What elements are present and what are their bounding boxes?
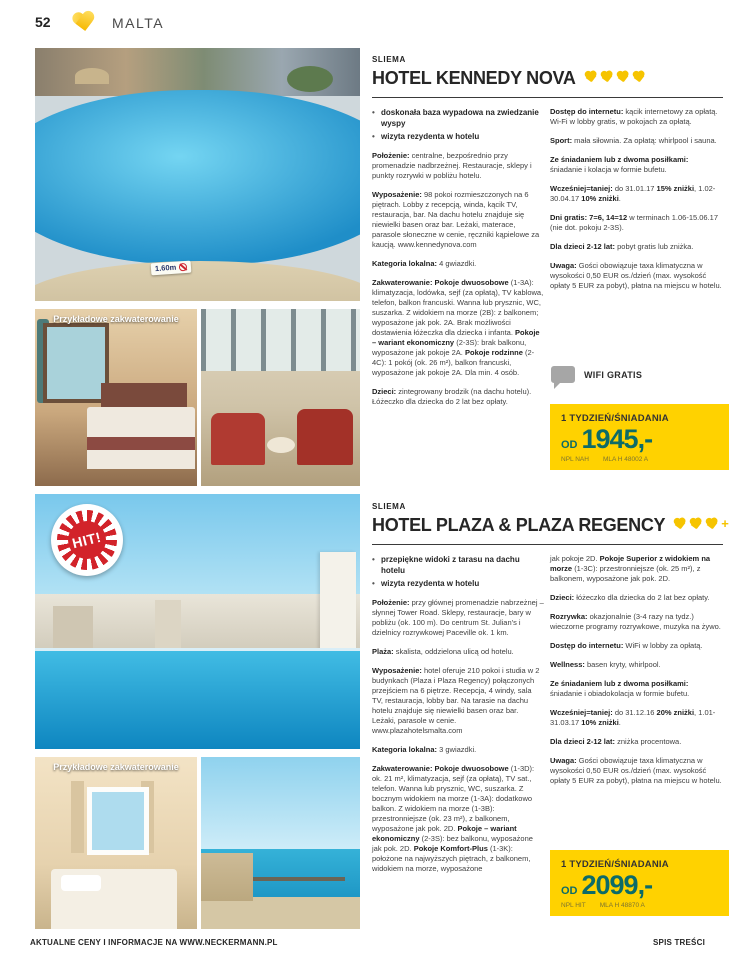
- photo-kennedy-room: [35, 309, 197, 486]
- info-paragraph: Zakwaterowanie: Pokoje dwuosobowe (1-3D): ok. 21 m², klimatyzacja, sejf (za opłatą), TV sat., telefon. Wanna lub prysznic, WC, suszarka. Z bocznym widokiem na morze (1-3A): dodatkowo balkon. Z widokiem na morze (1-3B): przestronniejsze (ok. 23 m²), z balkonem, wyposażone jak pok. 2D. Pokoje – wariant ekonomiczny (2-3S): bez balkonu, wyposażone jak pok. 2D. Pokoje Komfort-Plus (1-3K): położone na najwyższych piętrach, z balkonem, widokiem na morze, wyposażone: [372, 764, 535, 873]
- hotel1-name: HOTEL KENNEDY NOVA: [372, 68, 576, 88]
- info-paragraph: Wcześniej=taniej: do 31.01.17 15% zniżki, 1.02-30.04.17 10% zniżki.: [550, 184, 716, 203]
- building-decor: [320, 552, 356, 650]
- offer-code: NPL HIT: [561, 902, 586, 909]
- armchair-decor: [211, 413, 265, 465]
- hit-badge: [51, 504, 123, 576]
- heart-icon: [705, 517, 719, 530]
- pillow-decor: [61, 875, 101, 891]
- feature-bullet: • doskonała baza wypadowa na zwiedzanie wyspy: [372, 107, 544, 129]
- hit-badge-label: HIT!: [70, 528, 104, 552]
- hotel1-info-left: [372, 151, 544, 407]
- hotel1-price-box: [550, 404, 729, 470]
- info-paragraph: jak pokoje 2D. Pokoje Superior z widokiem na morze (1-3C): przestronniejsze (ok. 25 m²), z balkonem, wyposażone jak pok. 2D.: [550, 554, 711, 583]
- building-decor: [53, 606, 93, 650]
- info-paragraph: Sport: mała siłownia. Za opłatą: whirlpool i sauna.: [550, 136, 717, 145]
- info-paragraph: Uwaga: Gości obowiązuje taxa klimatyczna w wysokości 0,50 EUR os./dzień (max. wysokość opłaty 5 EUR za pobyt), płatna na miejscu w hotelu.: [550, 756, 722, 785]
- hotel2-location: SLIEMA: [372, 502, 406, 511]
- price-period-label: 1 TYDZIEŃ/ŚNIADANIA: [561, 413, 669, 424]
- heart-icon: [631, 70, 645, 83]
- hotel1-column-2: [550, 107, 722, 300]
- pool-water: [35, 90, 360, 265]
- brand-heart-icon: [71, 10, 98, 34]
- info-paragraph: Wyposażenie: hotel oferuje 210 pokoi i studia w 2 budynkach (Plaza i Plaza Regency) połączonych przejściem na 6 piętrze. Recepcja, 4 windy, sala TV, restauracja, lobby bar. Na tarasie na dachu hotelu znajduje się niewielki basen oraz bar. Leżaki, parasole w cenie. www.plazahotelsmalta.com: [372, 666, 540, 735]
- hotel2-name: HOTEL PLAZA & PLAZA REGENCY: [372, 515, 666, 535]
- page-number: 52: [35, 14, 51, 30]
- offer-code-row: [561, 456, 718, 463]
- hotel1-feature-list: [372, 107, 544, 142]
- umbrella-decor: [75, 68, 109, 84]
- hotel2-rating-hearts: [673, 518, 728, 529]
- feature-bullet: • wizyta rezydenta w hotelu: [372, 131, 544, 142]
- price-period-label: 1 TYDZIEŃ/ŚNIADANIA: [561, 859, 669, 870]
- info-paragraph: Położenie: centralne, bezpośrednio przy promenadzie nadbrzeżnej. Restauracje, sklepy i punkty rozrywki w pobliżu hotelu.: [372, 151, 532, 180]
- photo-caption: Przykładowe zakwaterowanie: [53, 314, 179, 324]
- armchair-decor: [297, 409, 353, 465]
- window-decor: [43, 323, 109, 403]
- curtain-decor: [71, 781, 84, 853]
- footer-info-text: AKTUALNE CENY I INFORMACJE NA WWW.NECKERMANN.PL: [30, 938, 278, 947]
- hotel2-column-2: [550, 554, 722, 795]
- shore-decor: [201, 897, 360, 929]
- bed-runner-decor: [87, 437, 195, 450]
- window-decor: [87, 787, 149, 855]
- wifi-gratis-badge: [551, 366, 642, 383]
- pool-deck: [35, 261, 360, 301]
- offer-code: MLA H 48002 A: [602, 456, 649, 463]
- table-decor: [267, 437, 295, 453]
- hotel2-title: [372, 515, 729, 536]
- plant-decor: [287, 66, 333, 92]
- sky-decor: [201, 757, 360, 849]
- hotel2-feature-list: [372, 554, 544, 589]
- info-paragraph: Kategoria lokalna: 3 gwiazdki.: [372, 745, 477, 754]
- rating-plus: +: [721, 516, 729, 531]
- info-paragraph: Kategoria lokalna: 4 gwiazdki.: [372, 259, 477, 268]
- photo-plaza-room: [35, 757, 197, 929]
- info-paragraph: Uwaga: Gości obowiązuje taxa klimatyczna w wysokości 0,50 EUR os./dzień (max. wysokość opłaty 5 EUR za pobyt), płatna na miejscu w hotelu.: [550, 261, 722, 290]
- hotel1-title: [372, 68, 645, 89]
- speech-bubble-icon: [551, 366, 575, 383]
- offer-code-row: [561, 902, 718, 909]
- info-paragraph: Rozrywka: okazjonalnie (3-4 razy na tydz.) wieczorne programy rozrywkowe, muzyka na żywo.: [550, 612, 721, 631]
- hotel2-column-1: [372, 554, 544, 883]
- hotel2-info-left: [372, 598, 544, 874]
- hotel1-column-1: [372, 107, 544, 416]
- wifi-gratis-label: WIFI GRATIS: [584, 369, 643, 380]
- info-paragraph: Dni gratis: 7=6, 14=12 w terminach 1.06-15.06.17 (nie dot. pokoju 2-3S).: [550, 213, 719, 232]
- title-divider: [372, 544, 723, 545]
- info-paragraph: Zakwaterowanie: Pokoje dwuosobowe (1-3A): klimatyzacja, lodówka, sejf (za opłatą), TV kablowa, telefon, balkon francuski. Wanna lub prysznic, WC, suszarka. Z widokiem na morze (2B): z balkonem; wyposażone jak pok. 2A. Brak możliwości dostawienia łóżeczka dla dziecka i infanta. Pokoje – wariant ekonomiczny (2-3S): brak balkonu, wyposażone jak pokoje 2A. Pokoje rodzinne (2-4C): 1 pokój (ok. 26 m²), balkon francuski, wyposażone jak pokoje 2A. Dla min. 4 osób.: [372, 278, 544, 377]
- footer-toc-link: SPIS TREŚCI: [653, 938, 705, 947]
- info-paragraph: Położenie: przy głównej promenadzie nabrzeżnej – słynnej Tower Road. Sklepy, restauracje, bary w pobliżu (ok. 100 m). Do centrum St. Julian's i dzielnicy rozrywkowej Paceville ok. 1 km.: [372, 598, 544, 637]
- info-paragraph: Ze śniadaniem lub z dwoma posiłkami: śniadanie i kolacja w formie bufetu.: [550, 155, 689, 174]
- info-paragraph: Dla dzieci 2-12 lat: zniżka procentowa.: [550, 737, 682, 746]
- feature-bullet: • przepiękne widoki z tarasu na dachu hotelu: [372, 554, 544, 576]
- photo-caption: Przykładowe zakwaterowanie: [53, 762, 179, 772]
- heart-icon: [673, 517, 687, 530]
- photo-kennedy-lounge: [201, 309, 360, 486]
- info-paragraph: Dzieci: łóżeczko dla dziecka do 2 lat bez opłaty.: [550, 593, 710, 602]
- info-paragraph: Wyposażenie: 98 pokoi rozmieszczonych na 6 piętrach. Lobby z recepcją, winda, kącik TV, restauracja, bar. Na dachu hotelu znajduje się niewielki basen oraz bar. Leżaki, materace, parasole słoneczne w cenie, ręczniki kąpielowe za kaucją. www.kennedynova.com: [372, 190, 540, 249]
- hotel1-location: SLIEMA: [372, 55, 406, 64]
- pool-water: [35, 651, 360, 749]
- photo-kennedy-pool: [35, 48, 360, 301]
- info-paragraph: Wcześniej=taniej: do 31.12.16 20% zniżki, 1.01-31.03.17 10% zniżki.: [550, 708, 716, 727]
- offer-code: NPL NAH: [561, 456, 589, 463]
- heart-icon: [615, 70, 629, 83]
- heart-icon: [583, 70, 597, 83]
- pool-depth-label: 1.60m: [154, 262, 177, 274]
- info-paragraph: Dla dzieci 2-12 lat: pobyt gratis lub zniżka.: [550, 242, 694, 251]
- price-amount: 1945,-: [581, 424, 653, 454]
- title-divider: [372, 97, 723, 98]
- heart-icon: [599, 70, 613, 83]
- hotel2-price-box: [550, 850, 729, 916]
- info-paragraph: Ze śniadaniem lub z dwoma posiłkami: śniadanie i obiadokolacja w formie bufetu.: [550, 679, 690, 698]
- offer-code: MLA H 48870 A: [599, 902, 645, 909]
- price-prefix: OD: [561, 439, 578, 451]
- building-decor: [155, 600, 181, 650]
- info-paragraph: Plaża: skalista, oddzielona ulicą od hotelu.: [372, 647, 514, 656]
- hotel1-info-right: [550, 107, 722, 291]
- hotel2-info-right: [550, 554, 722, 786]
- hotel1-rating-hearts: [584, 71, 645, 82]
- region-title: MALTA: [112, 15, 165, 31]
- info-paragraph: Dostęp do internetu: WiFi w lobby za opłatą.: [550, 641, 703, 650]
- photo-coast-view: [201, 757, 360, 929]
- price-amount: 2099,-: [581, 870, 653, 900]
- town-decor: [201, 853, 253, 901]
- info-paragraph: Wellness: basen kryty, whirlpool.: [550, 660, 661, 669]
- window-decor: [201, 309, 360, 371]
- info-paragraph: Dostęp do internetu: kącik internetowy za opłatą. Wi-Fi w lobby gratis, w pokojach za opłatą.: [550, 107, 718, 126]
- price-prefix: OD: [561, 885, 578, 897]
- feature-bullet: • wizyta rezydenta w hotelu: [372, 578, 544, 589]
- heart-icon: [689, 517, 703, 530]
- photo-plaza-rooftop: [35, 494, 360, 749]
- info-paragraph: Dzieci: zintegrowany brodzik (na dachu hotelu). Łóżeczko dla dziecka do 2 lat bez opłaty.: [372, 387, 532, 406]
- no-diving-icon: [179, 263, 188, 272]
